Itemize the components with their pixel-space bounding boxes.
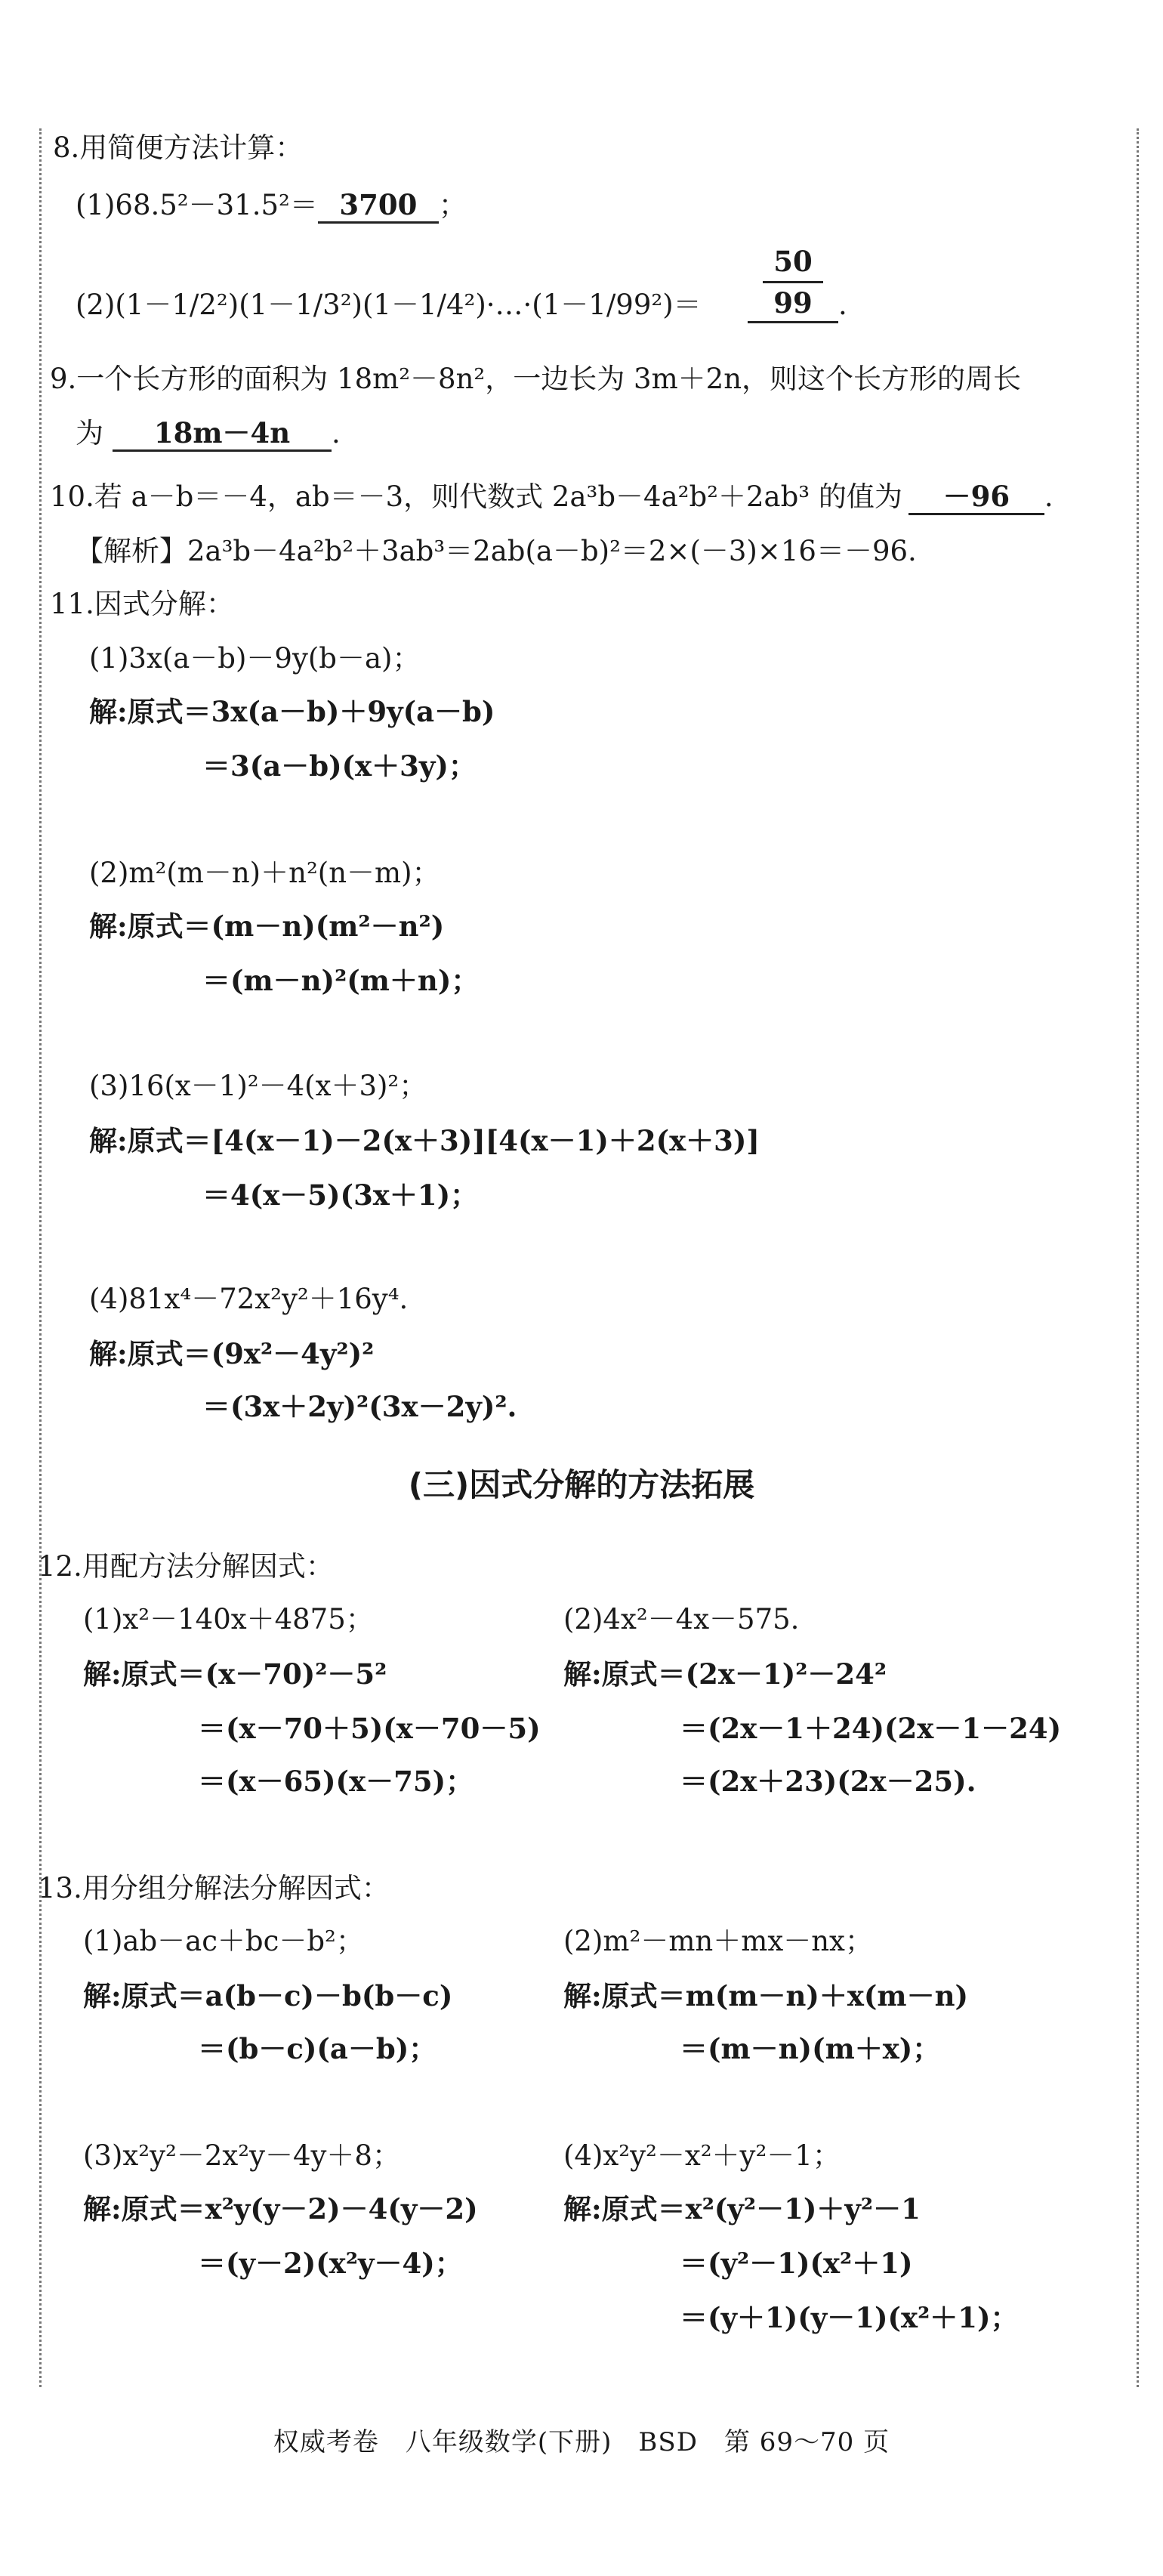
q11-part2-question: (2)m²(m－n)＋n²(n－m)； [89,857,440,889]
q11-part4-step2: ＝(3x＋2y)²(3x－2y)². [202,1390,517,1423]
q13-part4-step2: ＝(y²－1)(x²＋1) [680,2247,913,2280]
q13-part4-step1: 解:原式＝x²(y²－1)＋y²－1 [563,2192,921,2225]
q12-title: 12.用配方法分解因式： [38,1550,334,1583]
q12-part1-question: (1)x²－140x＋4875； [83,1603,374,1635]
q12-part2-step3: ＝(2x＋23)(2x－25). [680,1765,976,1798]
q13-part3-step1: 解:原式＝x²y(y－2)－4(y－2) [83,2192,478,2225]
q13-part1-question: (1)ab－ac＋bc－b²； [83,1925,364,1957]
q11-part3-step2: ＝4(x－5)(3x＋1)； [202,1178,479,1212]
section-title: (三)因式分解的方法拓展 [408,1466,755,1503]
q13-part2-step2: ＝(m－n)(m＋x)； [680,2032,941,2065]
q13-title: 13.用分组分解法分解因式： [38,1872,390,1904]
q13-part1-step1: 解:原式＝a(b－c)－b(b－c) [83,1979,453,2012]
q12-part1-step1: 解:原式＝(x－70)²－5² [83,1657,387,1691]
q8-part2-fraction-bar [763,281,823,283]
q11-part3-question: (3)16(x－1)²－4(x＋3)²； [89,1070,427,1102]
q13-part1-step2: ＝(b－c)(a－b)； [198,2032,437,2065]
q8-part2-denominator: 99 [773,286,813,320]
q10-question-text: 10.若 a－b＝－4，ab＝－3，则代数式 2a³b－4a²b²＋2ab³ 的值为 [50,480,902,513]
q12-part2-step2: ＝(2x－1＋24)(2x－1－24) [680,1712,1062,1745]
q12-part2-step1: 解:原式＝(2x－1)²－24² [563,1657,887,1691]
q13-part4-question: (4)x²y²－x²＋y²－1； [563,2139,841,2172]
q8-part2-numerator: 50 [773,245,813,278]
q12-part1-step2: ＝(x－70＋5)(x－70－5) [198,1712,541,1745]
q11-part1-step1: 解:原式＝3x(a－b)＋9y(a－b) [89,695,495,728]
q12-part2-question: (2)4x²－4x－575. [563,1603,800,1635]
q13-part3-step2: ＝(y－2)(x²y－4)； [198,2247,463,2280]
q10-answer: －96 [908,480,1044,515]
q11-title: 11.因式分解： [50,588,234,620]
q8-part1-expr: (1)68.5²－31.5²＝ [76,189,318,221]
q8-title: 8.用简便方法计算： [53,131,304,164]
q8-part1 [76,187,467,224]
q10-question [50,479,1053,515]
left-margin-dotted-line [39,128,42,2387]
q8-part1-end: ； [438,189,467,221]
q9-line2 [76,415,341,452]
q11-part4-question: (4)81x⁴－72x²y²＋16y⁴. [89,1283,409,1315]
q13-part3-question: (3)x²y²－2x²y－4y＋8； [83,2139,400,2172]
q10-end: . [1044,480,1053,513]
q11-part1-question: (1)3x(a－b)－9y(b－a)； [89,642,421,675]
q11-part2-step1: 解:原式＝(m－n)(m²－n²) [89,910,445,943]
q8-part2-expr: (2)(1－1/2²)(1－1/3²)(1－1/4²)·…·(1－1/99²)＝ [76,289,702,321]
q11-part1-step2: ＝3(a－b)(x＋3y)； [202,749,477,783]
q8-part1-answer: 3700 [318,188,439,224]
right-margin-dotted-line [1137,128,1139,2387]
q13-part4-step3: ＝(y＋1)(y－1)(x²＋1)； [680,2301,1019,2334]
page-footer: 权威考卷 八年级数学(下册) BSD 第 69～70 页 [273,2427,890,2457]
q11-part3-step1: 解:原式＝[4(x－1)－2(x＋3)][4(x－1)＋2(x＋3)] [89,1124,760,1157]
q9-end: . [332,417,341,449]
q9-answer: 18m－4n [113,416,332,452]
q9-line1: 9.一个长方形的面积为 18m²－8n²，一边长为 3m＋2n，则这个长方形的周长 [50,363,1022,395]
q13-part2-question: (2)m²－mn＋mx－nx； [563,1925,873,1957]
q13-part2-step1: 解:原式＝m(m－n)＋x(m－n) [563,1979,968,2012]
q8-part2-answer [748,243,838,323]
q11-part2-step2: ＝(m－n)²(m＋n)； [202,964,480,997]
q9-prefix: 为 [76,417,103,449]
q11-part4-step1: 解:原式＝(9x²－4y²)² [89,1337,375,1370]
q10-analysis: 【解析】2a³b－4a²b²＋3ab³＝2ab(a－b)²＝2×(－3)×16＝－96. [76,535,917,567]
q12-part1-step3: ＝(x－65)(x－75)； [198,1765,474,1798]
q8-part2-end: . [838,289,847,321]
